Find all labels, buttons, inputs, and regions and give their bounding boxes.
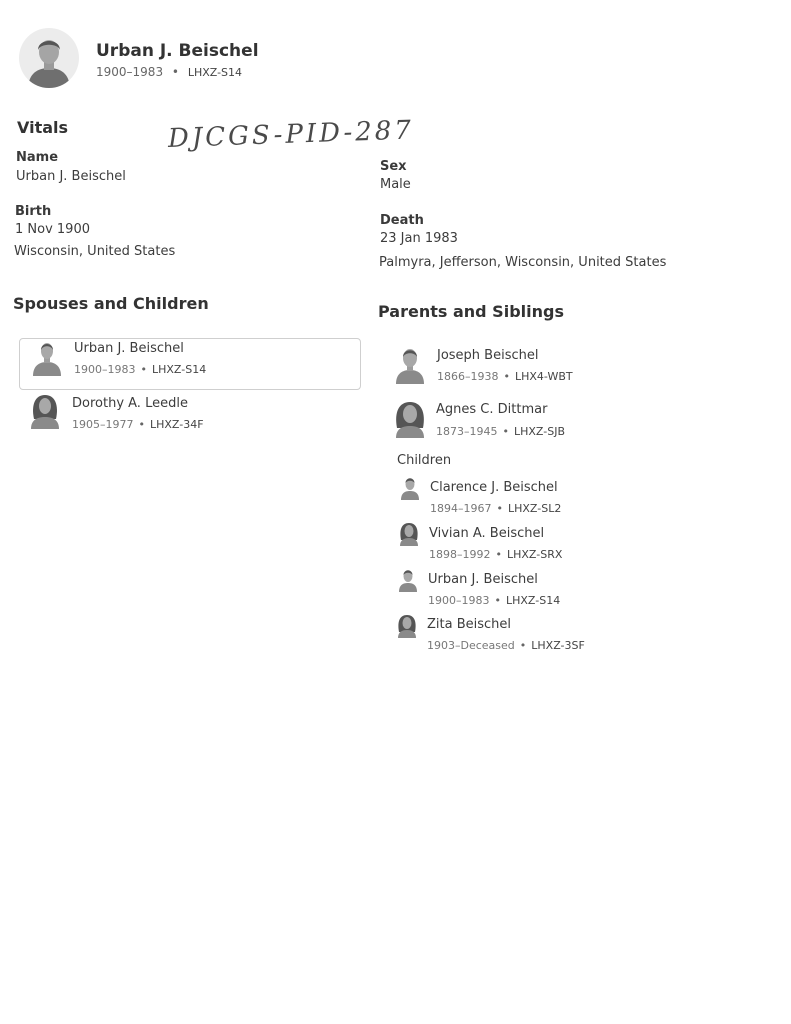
child-lifespan-row (430, 502, 561, 515)
parent-name[interactable]: Joseph Beischel (437, 348, 539, 363)
person-id: LHXZ-S14 (506, 594, 561, 607)
person-id: LHXZ-S14 (152, 363, 207, 376)
female-avatar-icon (399, 522, 419, 546)
person-id: LHXZ-3SF (531, 639, 585, 652)
death-place: Palmyra, Jefferson, Wisconsin, United States (379, 255, 667, 270)
person-id: LHX4-WBT (515, 370, 573, 383)
parent-name[interactable]: Agnes C. Dittmar (436, 402, 548, 417)
spouse-name[interactable]: Urban J. Beischel (74, 341, 184, 356)
lifespan: 1900–1983 (428, 594, 490, 607)
child-name[interactable]: Clarence J. Beischel (430, 480, 558, 495)
parent-lifespan-row (437, 370, 573, 383)
bullet: • (138, 418, 145, 431)
sex-label: Sex (380, 159, 407, 174)
person-id: LHXZ-S14 (187, 66, 243, 79)
name-label: Name (16, 150, 59, 165)
lifespan: 1894–1967 (430, 502, 492, 515)
male-avatar-icon (31, 340, 63, 376)
lifespan: 1905–1977 (72, 418, 134, 431)
female-avatar-icon (397, 614, 417, 638)
sex-value: Male (380, 177, 411, 192)
birth-place: Wisconsin, United States (14, 244, 176, 259)
lifespan: 1873–1945 (436, 425, 498, 438)
bullet: • (519, 639, 527, 652)
birth-date: 1 Nov 1900 (15, 222, 90, 237)
male-avatar-icon (394, 346, 426, 384)
spouse-name[interactable]: Dorothy A. Leedle (72, 396, 188, 411)
spouse-lifespan-row (72, 418, 204, 431)
bullet: • (496, 502, 503, 515)
lifespan: 1898–1992 (429, 548, 491, 561)
handwritten-annotation: DJCGS-PID-287 (167, 115, 415, 154)
female-avatar-icon (393, 400, 427, 438)
children-label: Children (397, 453, 452, 468)
bullet: • (495, 548, 502, 561)
person-id: LHXZ-34F (150, 418, 204, 431)
bullet: • (503, 370, 510, 383)
child-lifespan-row (427, 639, 585, 652)
death-label: Death (380, 213, 424, 228)
male-avatar-icon (19, 28, 79, 88)
child-name[interactable]: Vivian A. Beischel (429, 526, 545, 541)
death-date: 23 Jan 1983 (380, 231, 458, 246)
birth-label: Birth (15, 204, 52, 219)
person-lifespan-row (96, 65, 242, 79)
child-lifespan-row (429, 548, 562, 561)
name-value: Urban J. Beischel (16, 169, 126, 184)
person-id: LHXZ-SRX (507, 548, 563, 561)
lifespan: 1900–1983 (74, 363, 136, 376)
bullet: • (171, 65, 179, 79)
child-name[interactable]: Urban J. Beischel (428, 572, 538, 587)
person-id: LHXZ-SJB (514, 425, 566, 438)
bullet: • (502, 425, 509, 438)
lifespan: 1866–1938 (437, 370, 499, 383)
lifespan: 1900–1983 (96, 65, 164, 79)
male-avatar-icon (398, 568, 418, 592)
child-lifespan-row (428, 594, 560, 607)
spouses-heading: Spouses and Children (13, 294, 209, 313)
child-name[interactable]: Zita Beischel (427, 617, 512, 632)
bullet: • (140, 363, 147, 376)
lifespan: 1903–Deceased (427, 639, 515, 652)
male-avatar-icon (400, 476, 420, 500)
female-avatar-icon (29, 393, 61, 429)
vitals-heading: Vitals (17, 118, 69, 137)
parent-lifespan-row (436, 425, 565, 438)
person-id: LHXZ-SL2 (508, 502, 562, 515)
bullet: • (494, 594, 501, 607)
parents-heading: Parents and Siblings (378, 302, 564, 321)
person-name: Urban J. Beischel (96, 41, 259, 61)
spouse-lifespan-row (74, 363, 206, 376)
